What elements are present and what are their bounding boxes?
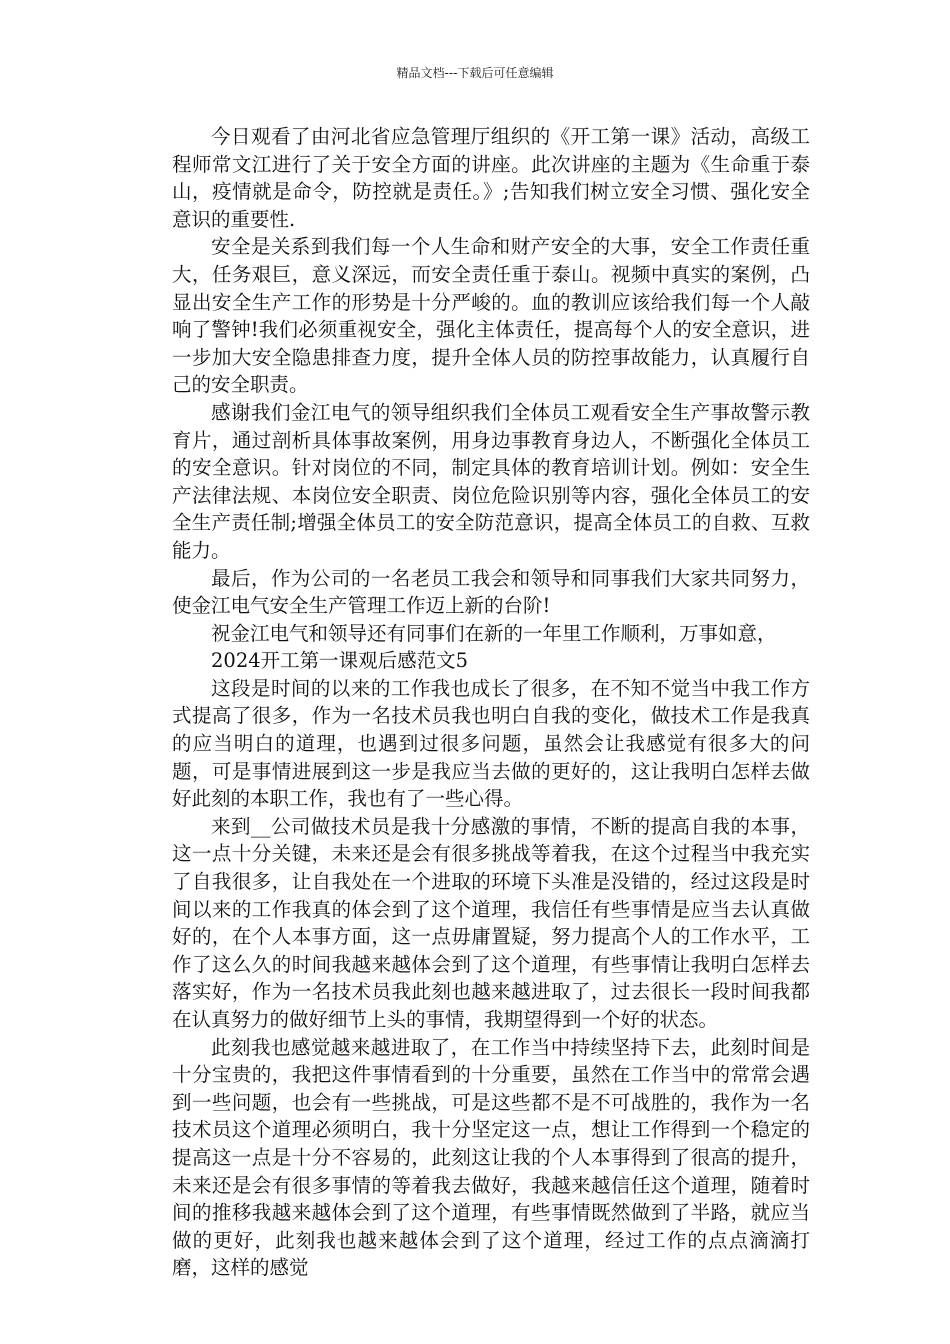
- paragraph: 此刻我也感觉越来越进取了，在工作当中持续坚持下去，此刻时间是十分宝贵的，我把这件事情看到的十分重要，虽然在工作当中的常常会遇到一些问题，也会有一些挑战，可是这些都不是不可战胜的，我作为一名技术员这个道理必须明白，我十分坚定这一点，想让工作得到一个稳定的提高这一点是十分不容易的，此刻这让我的个人本事得到了很高的提升，未来还是会有很多事情的等着我去做好，我越来越信任这个道理，随着时间的推移我越来越体会到了这个道理，有些事情既然做到了半路，就应当做的更好，此刻我也越来越体会到了这个道理，经过工作的点点滴滴打磨，这样的感觉: [172, 1035, 810, 1280]
- paragraph: 这段是时间的以来的工作我也成长了很多，在不知不觉当中我工作方式提高了很多，作为一名技术员我也明白自我的变化，做技术工作是我真的应当明白的道理，也遇到过很多问题，虽然会让我感觉有很多大的问题，可是事情进展到这一步是我应当去做的更好的，这让我明白怎样去做好此刻的本职工作，我也有了一些心得。: [172, 676, 810, 811]
- paragraph: 来到__公司做技术员是我十分感激的事情，不断的提高自我的本事，这一点十分关键，未来还是会有很多挑战等着我，在这个过程当中我充实了自我很多，让自我处在一个进取的环境下头准是没错的，经过这段是时间以来的工作我真的体会到了这个道理，我信任有些事情是应当去认真做好的，在个人本事方面，这一点毋庸置疑，努力提高个人的工作水平，工作了这么久的时间我越来越体会到了这个道理，有些事情让我明白怎样去落实好，作为一名技术员我此刻也越来越进取了，过去很长一段时间我都在认真努力的做好细节上头的事情，我期望得到一个好的状态。: [172, 814, 810, 1031]
- paragraph: 最后，作为公司的一名老员工我会和领导和同事我们大家共同努力，使金江电气安全生产管理工作迈上新的台阶!: [172, 566, 810, 618]
- paragraph: 今日观看了由河北省应急管理厅组织的《开工第一课》活动，高级工程师常文江进行了关于安全方面的讲座。此次讲座的主题为《生命重于泰山，疫情就是命令，防控就是责任。》;告知我们树立安全习惯、强化安全意识的重要性.: [172, 125, 810, 231]
- document-body: [172, 123, 810, 1282]
- paragraph: 感谢我们金江电气的领导组织我们全体员工观看安全生产事故警示教育片，通过剖析具体事故案例，用身边事教育身边人，不断强化全体员工的安全意识。针对岗位的不同，制定具体的教育培训计划。例如：安全生产法律法规、本岗位安全职责、岗位危险识别等内容，强化全体员工的安全生产责任制;增强全体员工的安全防范意识，提高全体员工的自救、互救能力。: [172, 400, 810, 562]
- header-note: 精品文档---下载后可任意编辑: [396, 66, 554, 80]
- paragraph: 安全是关系到我们每一个人生命和财产安全的大事，安全工作责任重大，任务艰巨，意义深远，而安全责任重于泰山。视频中真实的案例，凸显出安全生产工作的形势是十分严峻的。血的教训应该给我们每一个人敲响了警钟!我们必须重视安全，强化主体责任，提高每个人的安全意识，进一步加大安全隐患排查力度，提升全体人员的防控事故能力，认真履行自己的安全职责。: [172, 235, 810, 397]
- paragraph: 祝金江电气和领导还有同事们在新的一年里工作顺利，万事如意，: [211, 621, 777, 645]
- section-title: 2024开工第一课观后感范文5: [211, 649, 469, 673]
